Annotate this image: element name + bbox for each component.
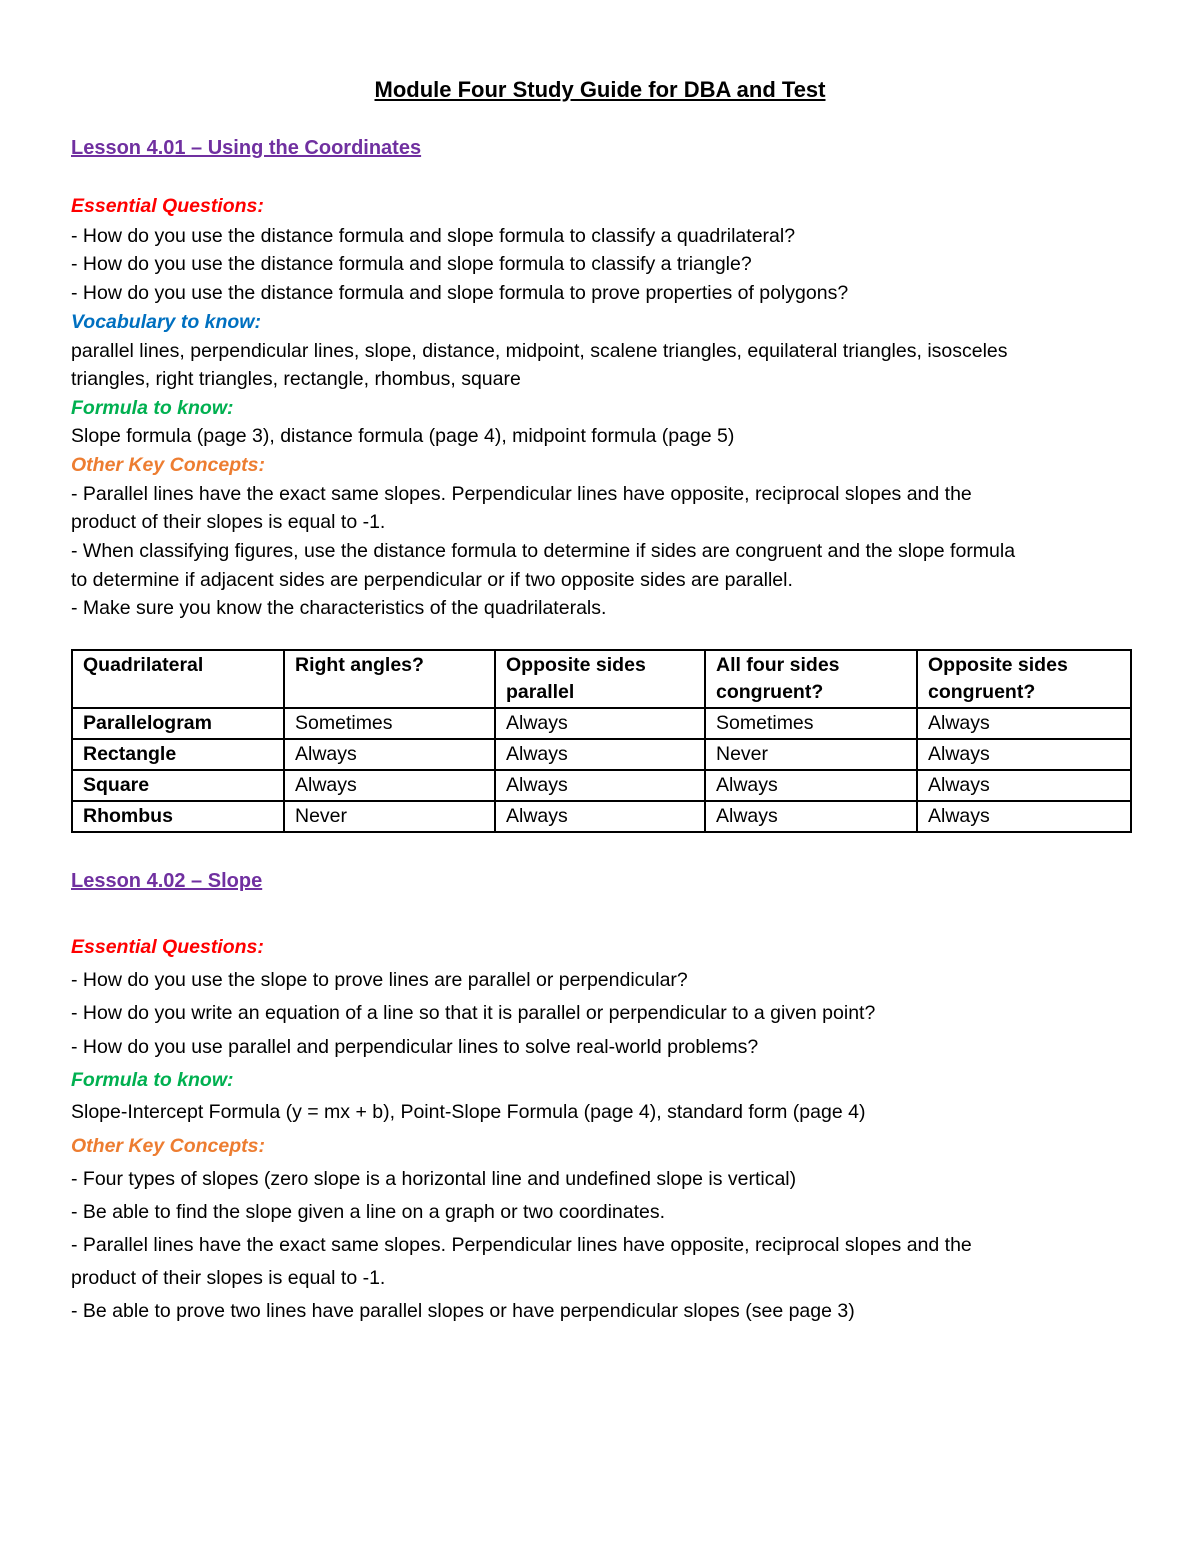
vocabulary-line: triangles, right triangles, rectangle, rhombus, square [71,368,521,390]
table-cell: Always [917,801,1131,832]
question-line: - How do you use the distance formula and slope formula to prove properties of polygons? [71,282,849,304]
concept-line: - When classifying figures, use the distance formula to determine if sides are congruent and the slope formula [71,540,1016,562]
table-row [72,739,1131,770]
table-cell: Sometimes [705,708,917,739]
lesson-4-02-heading: Lesson 4.02 – Slope [71,870,263,892]
table-row [72,708,1131,739]
question-line: - How do you write an equation of a line so that it is parallel or perpendicular to a given point? [71,1002,876,1024]
key-concepts-label: Other Key Concepts: [71,454,265,476]
table-row-header: Rectangle [72,739,284,770]
table-cell: Always [495,770,705,801]
table-cell: Always [495,739,705,770]
table-cell: Always [284,770,495,801]
table-header-cell: Quadrilateral [72,650,284,708]
table-row-header: Rhombus [72,801,284,832]
formula-text: Slope-Intercept Formula (y = mx + b), Point-Slope Formula (page 4), standard form (page 4) [71,1101,866,1123]
table-header-row [72,650,1131,708]
table-cell: Always [917,739,1131,770]
concept-line: product of their slopes is equal to -1. [71,511,386,533]
page-title: Module Four Study Guide for DBA and Test [374,77,826,102]
table-row-header: Parallelogram [72,708,284,739]
question-line: - How do you use the distance formula and slope formula to classify a triangle? [71,253,752,275]
vocabulary-label: Vocabulary to know: [71,311,261,333]
table-header-cell: Opposite sides congruent? [917,650,1131,708]
table-cell: Sometimes [284,708,495,739]
lesson-4-01-heading: Lesson 4.01 – Using the Coordinates [71,137,422,159]
table-cell: Always [705,801,917,832]
table-row [72,801,1131,832]
vocabulary-line: parallel lines, perpendicular lines, slope, distance, midpoint, scalene triangles, equilateral triangles, isosceles [71,340,1008,362]
question-line: - How do you use the slope to prove lines are parallel or perpendicular? [71,969,688,991]
concept-line: to determine if adjacent sides are perpendicular or if two opposite sides are parallel. [71,569,793,591]
table-cell: Always [917,708,1131,739]
formula-label: Formula to know: [71,1069,234,1091]
essential-questions-label: Essential Questions: [71,195,264,217]
table-header-cell: Right angles? [284,650,495,708]
formula-text: Slope formula (page 3), distance formula (page 4), midpoint formula (page 5) [71,425,735,447]
table-cell: Always [284,739,495,770]
table-cell: Always [495,708,705,739]
concept-line: product of their slopes is equal to -1. [71,1267,386,1289]
table-header-cell: All four sides congruent? [705,650,917,708]
table-header-cell: Opposite sides parallel [495,650,705,708]
table-row [72,770,1131,801]
formula-label: Formula to know: [71,397,234,419]
concept-line: - Make sure you know the characteristics of the quadrilaterals. [71,597,607,619]
concept-line: - Be able to prove two lines have parallel slopes or have perpendicular slopes (see page 3) [71,1300,855,1322]
concept-line: - Parallel lines have the exact same slopes. Perpendicular lines have opposite, reciprocal slopes and the [71,483,972,505]
key-concepts-label: Other Key Concepts: [71,1135,265,1157]
essential-questions-label: Essential Questions: [71,936,264,958]
table-cell: Always [705,770,917,801]
question-line: - How do you use parallel and perpendicular lines to solve real-world problems? [71,1036,759,1058]
question-line: - How do you use the distance formula and slope formula to classify a quadrilateral? [71,225,796,247]
table-cell: Always [495,801,705,832]
quadrilateral-table [71,649,1132,833]
concept-line: - Be able to find the slope given a line on a graph or two coordinates. [71,1201,666,1223]
concept-line: - Parallel lines have the exact same slopes. Perpendicular lines have opposite, reciprocal slopes and the [71,1234,972,1256]
concept-line: - Four types of slopes (zero slope is a horizontal line and undefined slope is vertical) [71,1168,797,1190]
table-cell: Never [705,739,917,770]
table-row-header: Square [72,770,284,801]
table-cell: Never [284,801,495,832]
table-cell: Always [917,770,1131,801]
